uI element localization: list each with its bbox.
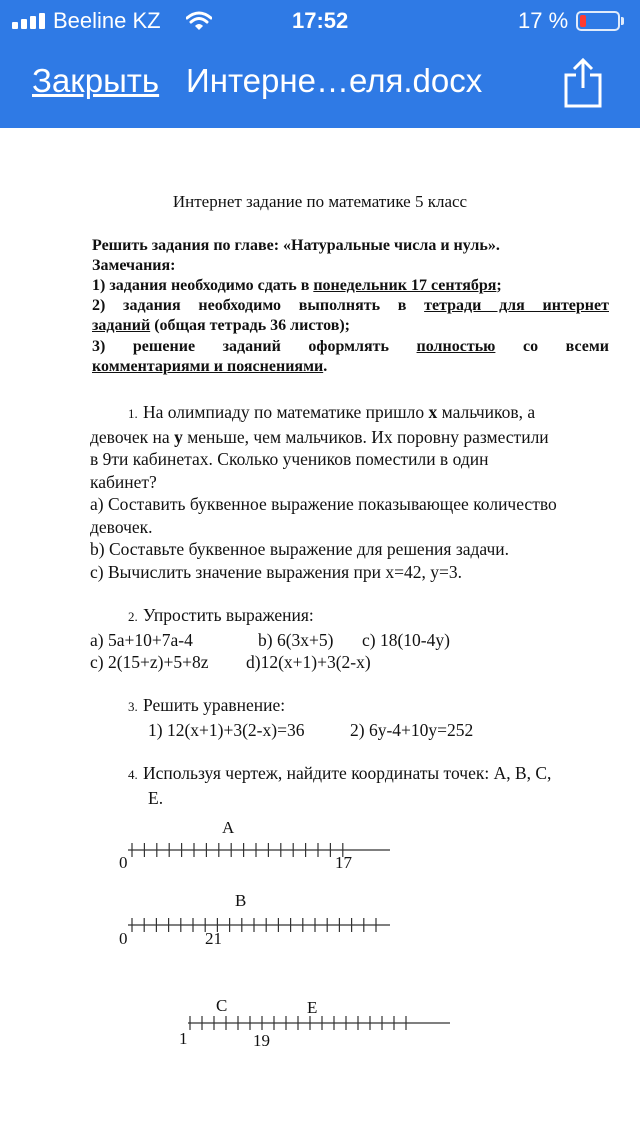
point-c-label: C [216,996,228,1015]
task-1: 1. На олимпиаду по математике пришло х мальчиков, а девочек на у меньше, чем мальчиков. Их поровну разместили в 9ти кабинетах. Сколько учеников поместили в один кабинет? а) Составить буквенное выражение показывающее количество девочек. b) Составьте буквенное выражение для решения задачи. с) Вычислить значение выражения при х=42, у=3. [90,402,557,582]
line-a-start: 0 [119,853,128,872]
wifi-icon [186,11,212,31]
number-line-b [0,893,640,963]
chapter-line: Решить задания по главе: «Натуральные числа и нуль». [92,237,500,254]
nav-bar [0,40,640,128]
task-2: 2. Упростить выражения: а) 5а+10+7а-4 b) 6(3х+5) с) 18(10-4у) с) 2(15+z)+5+8z d)12(х+1)+3(2-х) [90,605,450,672]
notes-heading: Замечания: [92,257,176,274]
number-line-a [0,818,640,888]
battery-level [580,15,586,27]
close-button[interactable]: Закрыть [32,62,160,99]
line-b-start: 0 [119,929,128,948]
share-icon[interactable] [562,58,604,108]
battery-icon [576,11,620,31]
note-3-cont: комментариями и пояснениями. [92,358,328,375]
note-3: 3) решение заданий оформлять полностью со всеми [92,338,610,355]
note-2: 2) задания необходимо выполнять в тетради для интернет [92,297,609,314]
carrier-name: Beeline KZ [53,8,161,33]
note-1: 1) задания необходимо сдать в понедельник 17 сентября; [92,277,502,294]
battery-cap [621,17,624,25]
status-bar [0,0,640,40]
line-ce-end: 19 [253,1031,270,1050]
line-a-end: 17 [335,853,352,872]
point-a-label: A [222,818,235,837]
line-b-end: 21 [205,929,222,948]
signal-icon [12,13,46,29]
battery-percent: 17 % [518,8,569,33]
document-title: Интерне…еля.docx [186,62,483,99]
point-e-label: E [307,998,318,1017]
number-line-ce [0,993,640,1063]
doc-title: Интернет задание по математике 5 класс [172,192,468,211]
task-3: 3. Решить уравнение: 1) 12(х+1)+3(2-х)=36 2) 6у-4+10у=252 [128,695,474,740]
line-ce-start: 1 [179,1029,188,1048]
document-view[interactable] [0,128,640,1136]
note-2-cont: заданий (общая тетрадь 36 листов); [92,317,350,334]
point-b-label: B [235,891,247,910]
task-4: 4. Используя чертеж, найдите координаты точек: А, В, С, Е. [128,763,552,808]
clock: 17:52 [292,8,349,33]
